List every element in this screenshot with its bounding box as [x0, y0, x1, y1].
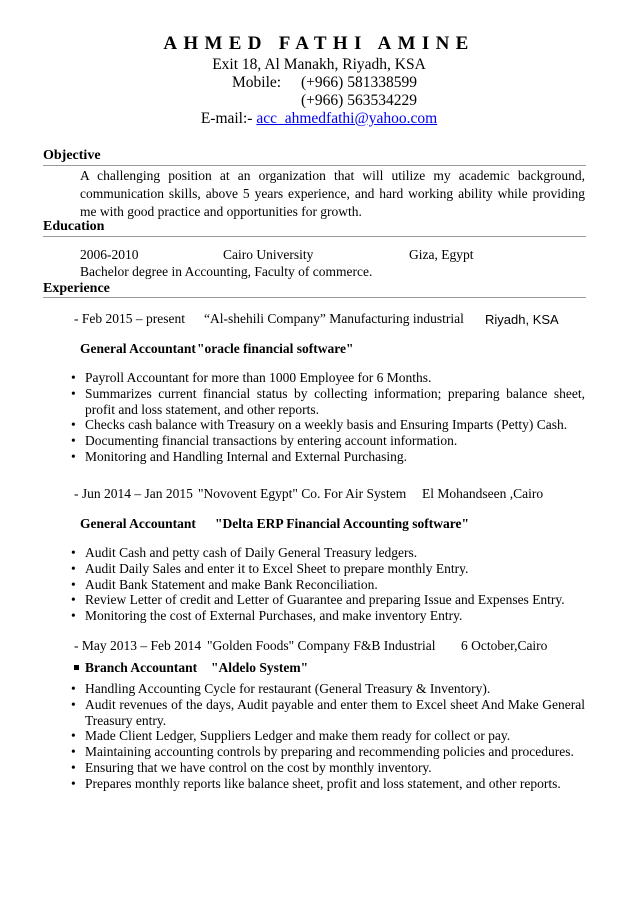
- duty-item: • Made Client Ledger, Suppliers Ledger and make them ready for collect or pay.: [71, 728, 585, 744]
- education-school: Cairo University: [223, 247, 314, 262]
- job-role: General Accountant: [80, 341, 196, 356]
- duty-item: • Monitoring the cost of External Purchases, and make inventory Entry.: [71, 608, 585, 624]
- job-period: - Feb 2015 – present: [74, 311, 185, 326]
- job-role: Branch Accountant: [85, 660, 198, 675]
- duty-item: • Ensuring that we have control on the cost by monthly inventory.: [71, 760, 585, 776]
- duty-item: • Audit Bank Statement and make Bank Reconciliation.: [71, 577, 585, 593]
- job-duties-list: [71, 545, 585, 624]
- job-company: “Al-shehili Company” Manufacturing industrial: [204, 311, 464, 326]
- duty-item: • Audit revenues of the days, Audit payable and enter them to Excel sheet And Make General Treasury entry.: [71, 697, 585, 729]
- mobile-label: Mobile:: [232, 74, 282, 91]
- job-period: - Jun 2014 – Jan 2015: [74, 486, 193, 501]
- duty-item: • Maintaining accounting controls by preparing and recommending policies and procedures.: [71, 744, 585, 760]
- education-divider: [43, 236, 586, 237]
- job-company: "Golden Foods" Company F&B Industrial: [207, 638, 436, 653]
- candidate-name: AHMED FATHI AMINE: [163, 33, 475, 54]
- duty-item: • Review Letter of credit and Letter of Guarantee and preparing Issue and Expenses Entry.: [71, 592, 585, 608]
- education-degree: Bachelor degree in Accounting, Faculty of commerce.: [80, 264, 373, 279]
- job-duties-list: [71, 681, 585, 792]
- education-years: 2006-2010: [80, 247, 139, 262]
- job-location: 6 October,Cairo: [461, 638, 548, 653]
- objective-divider: [43, 165, 586, 166]
- address: Exit 18, Al Manakh, Riyadh, KSA: [212, 56, 426, 73]
- job-system: "Aldelo System": [211, 660, 309, 675]
- education-location: Giza, Egypt: [409, 247, 474, 262]
- job-period: - May 2013 – Feb 2014: [74, 638, 202, 653]
- mobile-number-2: (+966) 563534229: [301, 92, 417, 109]
- duty-item: • Audit Daily Sales and enter it to Excel Sheet to prepare monthly Entry.: [71, 561, 585, 577]
- job-location: Riyadh, KSA: [485, 312, 559, 327]
- duty-item: • Summarizes current financial status by collecting information; preparing balance sheet, profit and loss statement, and other reports.: [71, 386, 585, 418]
- job-company: "Novovent Egypt" Co. For Air System: [198, 486, 407, 501]
- job-location: El Mohandseen ,Cairo: [422, 486, 544, 501]
- job-duties-list: [71, 370, 585, 465]
- square-bullet-icon: [74, 665, 79, 670]
- email-label: E-mail:-: [200, 110, 253, 127]
- objective-heading: Objective: [43, 148, 101, 163]
- education-heading: Education: [43, 219, 105, 234]
- email-link[interactable]: acc_ahmedfathi@yahoo.com: [256, 110, 438, 127]
- job-role-line: [74, 660, 197, 676]
- duty-item: • Monitoring and Handling Internal and External Purchasing.: [71, 449, 585, 465]
- job-role: General Accountant: [80, 516, 196, 531]
- job-system: "Delta ERP Financial Accounting software": [215, 516, 469, 531]
- experience-heading: Experience: [43, 281, 110, 296]
- duty-item: • Documenting financial transactions by entering account information.: [71, 433, 585, 449]
- duty-item: • Payroll Accountant for more than 1000 Employee for 6 Months.: [71, 370, 585, 386]
- duty-item: • Prepares monthly reports like balance sheet, profit and loss statement, and other reports.: [71, 776, 585, 792]
- experience-divider: [43, 297, 586, 298]
- mobile-number-1: (+966) 581338599: [301, 74, 417, 91]
- duty-item: • Audit Cash and petty cash of Daily General Treasury ledgers.: [71, 545, 585, 561]
- duty-item: • Checks cash balance with Treasury on a weekly basis and Ensuring Imparts (Petty) Cash.: [71, 417, 585, 433]
- job-system: "oracle financial software": [197, 341, 354, 356]
- email-line: [0, 110, 638, 128]
- duty-item: • Handling Accounting Cycle for restaurant (General Treasury & Inventory).: [71, 681, 585, 697]
- objective-text: A challenging position at an organization that will utilize my academic background, communication skills, above 5 years experience, and hard working ability while providing me with good practice and opportunities for growth.: [80, 168, 585, 219]
